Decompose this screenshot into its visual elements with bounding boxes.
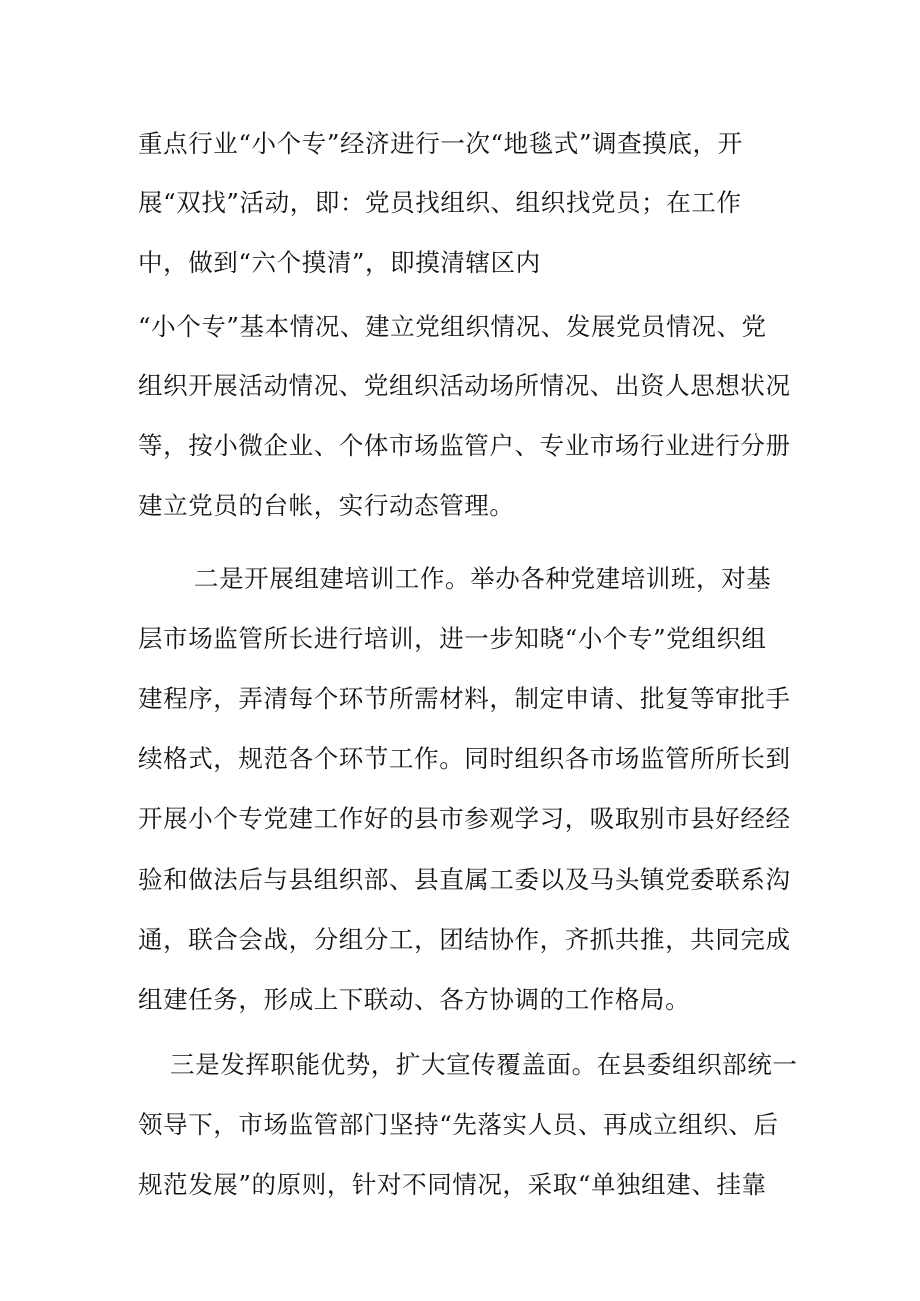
text-line: 通，联合会战，分组分工，团结协作，齐抓共推，共同完成 bbox=[138, 925, 791, 954]
text-line: 展“双找”活动，即：党员找组织、组织找党员；在工作 bbox=[138, 188, 742, 217]
text-line: 等，按小微企业、个体市场监管户、专业市场行业进行分册 bbox=[138, 431, 791, 460]
text-line: 层市场监管所长进行培训，进一步知晓“小个专”党组织组 bbox=[138, 624, 767, 653]
text-line: 续格式，规范各个环节工作。同时组织各市场监管所所长到 bbox=[138, 744, 791, 773]
paragraph-start-line: 二是开展组建培训工作。举办各种党建培训班，对基 bbox=[194, 564, 772, 593]
text-line: 开展小个专党建工作好的县市参观学习，吸取别市县好经经 bbox=[138, 804, 791, 833]
text-line: 重点行业“小个专”经济进行一次“地毯式”调查摸底，开 bbox=[138, 129, 743, 158]
paragraph-start-line: 三是发挥职能优势，扩大宣传覆盖面。在县委组织部统一 bbox=[170, 1050, 798, 1079]
text-line: 领导下，市场监管部门坚持“先落实人员、再成立组织、后 bbox=[138, 1110, 779, 1139]
text-line: 建立党员的台帐，实行动态管理。 bbox=[138, 491, 515, 520]
text-line: 规范发展”的原则，针对不同情况，采取“单独组建、挂靠 bbox=[138, 1170, 767, 1199]
text-line: “小个专”基本情况、建立党组织情况、发展党员情况、党 bbox=[138, 312, 767, 341]
text-line: 建程序，弄清每个环节所需材料，制定申请、批复等审批手 bbox=[138, 684, 791, 713]
text-line: 中，做到“六个摸清”，即摸清辖区内 bbox=[138, 248, 541, 277]
text-line: 验和做法后与县组织部、县直属工委以及马头镇党委联系沟 bbox=[138, 865, 791, 894]
text-line: 组织开展活动情况、党组织活动场所情况、出资人思想状况 bbox=[138, 371, 791, 400]
text-line: 组建任务，形成上下联动、各方协调的工作格局。 bbox=[138, 985, 691, 1014]
